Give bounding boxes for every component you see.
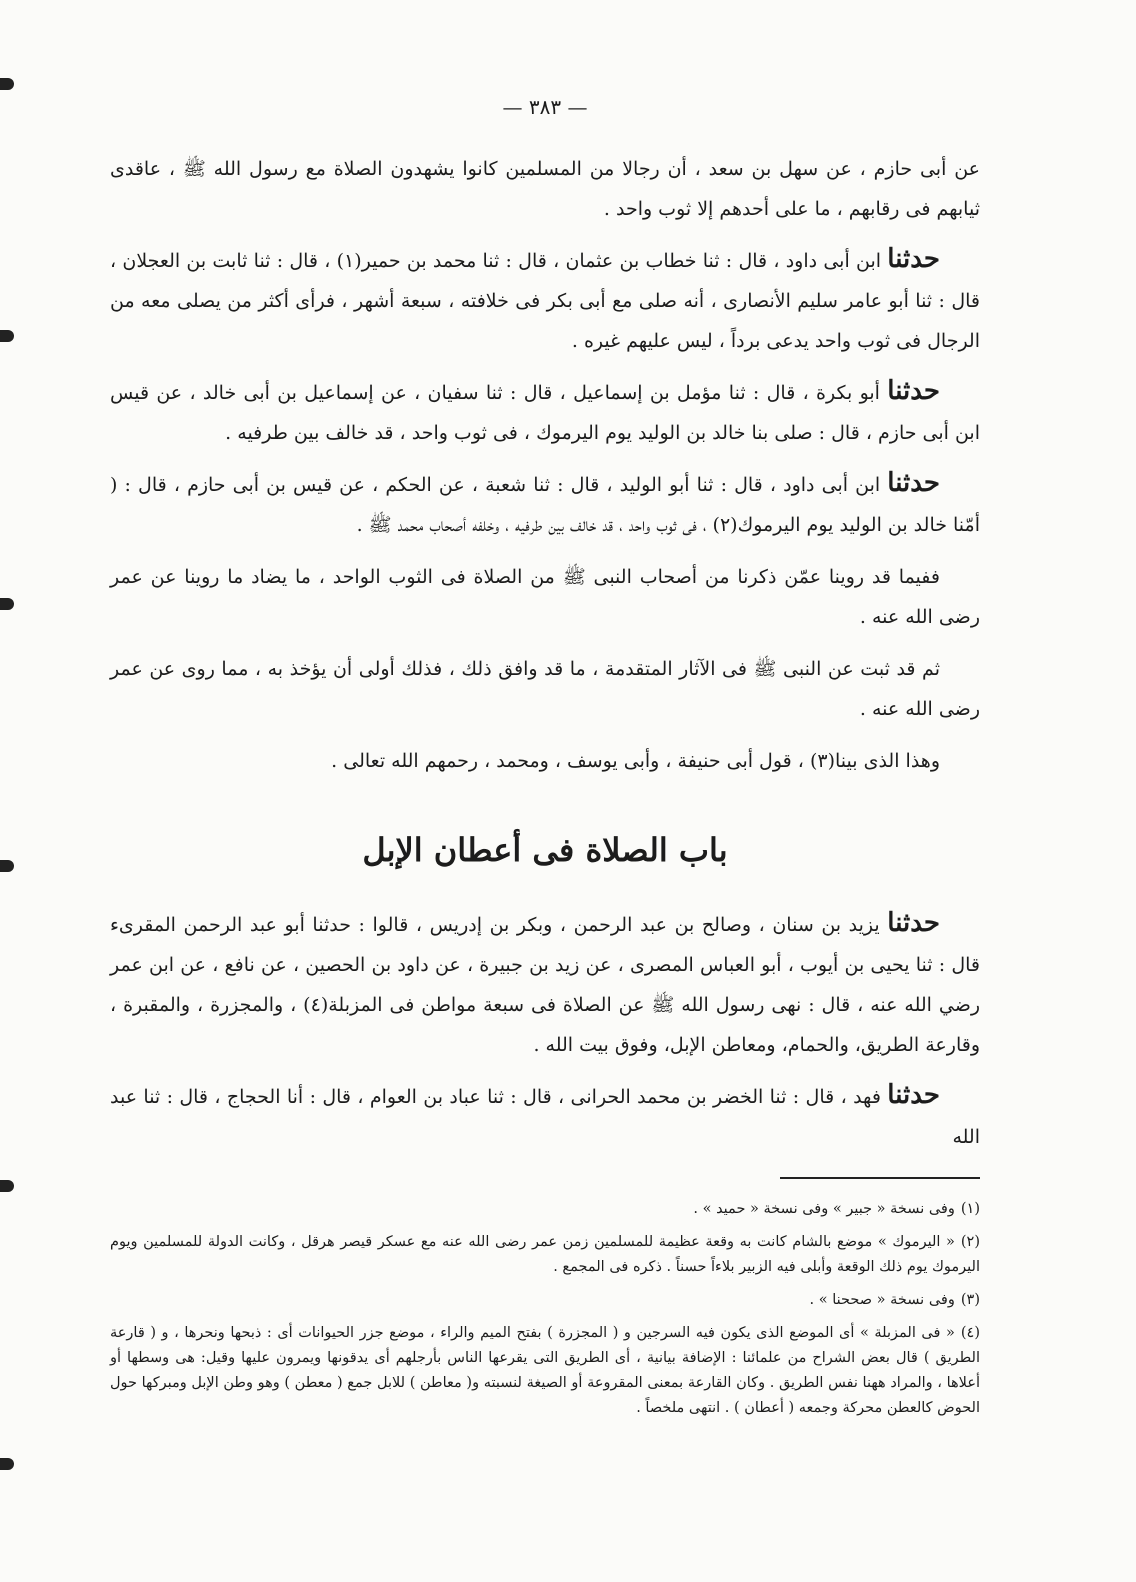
hadith-keyword: حدثنا <box>887 244 940 274</box>
paragraph-text: أبو بكرة ، قال : ثنا مؤمل بن إسماعيل ، قال : ثنا سفيان ، عن إسماعيل بن أبى خالد ، عن قيس ابن أبى حازم ، قال : صلى بنا خالد بن الوليد يوم اليرموك ، فى ثوب واحد ، قد خالف بين طرفيه . <box>110 382 980 444</box>
paragraph-text: ثم قد ثبت عن النبى ﷺ فى الآثار المتقدمة ، ما قد وافق ذلك ، فذلك أولى أن يؤخذ به ، مما روى عن عمر رضى الله عنه . <box>110 658 980 720</box>
footnote-text: « اليرموك » موضع بالشام كانت به وقعة عظيمة للمسلمين زمن عمر رضى الله عنه مع عسكر قيصر هرقل ، وكانت الدولة للمسلمين ويوم اليرموك يوم ذلك الوقعة وأبلى فيه الزبير بلاءاً حسناً . ذكره فى المجمع . <box>110 1234 980 1275</box>
binding-mark <box>0 1180 14 1192</box>
footnote-number: (٢) <box>960 1234 980 1250</box>
paragraph-text: ففيما قد روينا عمّن ذكرنا من أصحاب النبى ﷺ من الصلاة فى الثوب الواحد ، ما يضاد ما روينا عن عمر رضى الله عنه . <box>110 566 980 628</box>
paragraph <box>110 1075 980 1157</box>
paragraph-text: ابن أبى داود ، قال : ثنا أبو الوليد ، قال : ثنا شعبة ، عن الحكم ، عن قيس بن أبى حازم ، قال : ( أمّنا خالد بن الوليد يوم اليرموك(٢) ، فى ثوب واحد ، قد خالف بين طرفيه ، وخلفه أصحاب محمد ﷺ . <box>110 474 980 536</box>
paragraph <box>110 555 980 637</box>
paragraph <box>110 647 980 729</box>
footnote-number: (١) <box>960 1201 980 1217</box>
binding-mark <box>0 78 14 90</box>
footnote <box>110 1321 980 1421</box>
footnote-number: (٤) <box>960 1325 980 1341</box>
paragraph <box>110 739 980 781</box>
footnote-divider <box>780 1177 980 1179</box>
paragraph-text: عن أبى حازم ، عن سهل بن سعد ، أن رجالا من المسلمين كانوا يشهدون الصلاة مع رسول الله ﷺ ، عاقدى ثيابهم فى رقابهم ، ما على أحدهم إلا ثوب واحد . <box>110 158 980 220</box>
footnotes <box>110 1197 980 1421</box>
section-text <box>110 903 980 1157</box>
paragraph-text: فهد ، قال : ثنا الخضر بن محمد الحرانى ، قال : ثنا عباد بن العوام ، قال : أنا الحجاج ، قال : ثنا عبد الله <box>110 1086 980 1148</box>
paragraph-text: وهذا الذى بينا(٣) ، قول أبى حنيفة ، وأبى يوسف ، ومحمد ، رحمهم الله تعالى . <box>331 750 940 772</box>
paragraph <box>110 371 980 453</box>
hadith-keyword: حدثنا <box>887 1080 940 1110</box>
footnote <box>110 1230 980 1280</box>
hadith-keyword: حدثنا <box>887 376 940 406</box>
hadith-keyword: حدثنا <box>887 468 940 498</box>
body-text <box>110 147 980 781</box>
footnote-number: (٣) <box>960 1292 980 1308</box>
paragraph <box>110 147 980 229</box>
footnote-text: وفى نسخة « صححنا » . <box>809 1292 955 1308</box>
footnote <box>110 1197 980 1222</box>
binding-mark <box>0 860 14 872</box>
paragraph <box>110 239 980 361</box>
binding-mark <box>0 330 14 342</box>
footnote <box>110 1288 980 1313</box>
binding-mark <box>0 1458 14 1470</box>
paragraph-text: ابن أبى داود ، قال : ثنا خطاب بن عثمان ، قال : ثنا محمد بن حمير(١) ، قال : ثنا ثابت بن العجلان ، قال : ثنا أبو عامر سليم الأنصارى ، أنه صلى مع أبى بكر فى خلافته ، سبعة أشهر ، فرأى أكثر من يصلى معه من الرجال فى ثوب واحد يدعى برداً ، ليس عليهم غيره . <box>110 250 980 352</box>
document-page <box>110 95 980 1555</box>
binding-mark <box>0 598 14 610</box>
paragraph <box>110 463 980 545</box>
page-number: — ٣٨٣ — <box>502 95 588 119</box>
footnote-text: « فى المزبلة » أى الموضع الذى يكون فيه السرجين و ( المجزرة ) بفتح الميم والراء ، موضع جزر الحيوانات أى : ذبحها ونحرها ، و ( قارعة الطريق ) قال بعض الشراح من علمائنا : الإضافة بيانية ، أى الطريق التى يقرعها الناس بأرجلهم أى يدقونها ويمرون عليها وقيل: هى وسطها أو أعلاها ، والمراد ههنا نفس الطريق . وكان القارعة بمعنى المقروعة أو الصيغة لنسبته و( معاطن ) للابل جمع ( معطن ) وهو وطن الإبل ومبركها حول الحوض كالعطن محركة وجمعه ( أعطان ) . انتهى ملخصاً . <box>110 1325 980 1416</box>
footnote-text: وفى نسخة « جبير » وفى نسخة « حميد » . <box>693 1201 955 1217</box>
section-heading: باب الصلاة فى أعطان الإبل <box>362 831 728 869</box>
paragraph-text: يزيد بن سنان ، وصالح بن عبد الرحمن ، وبكر بن إدريس ، قالوا : حدثنا أبو عبد الرحمن المقرىء قال : ثنا يحيى بن أيوب ، أبو العباس المصرى ، عن زيد بن جبيرة ، عن داود بن الحصين ، عن نافع ، عن ابن عمر رضي الله عنه ، قال : نهى رسول الله ﷺ عن الصلاة فى سبعة مواطن فى المزبلة(٤) ، والمجزرة ، والمقبرة ، وقارعة الطريق، والحمام، ومعاطن الإبل، وفوق بيت الله . <box>110 914 981 1056</box>
hadith-keyword: حدثنا <box>887 908 940 938</box>
paragraph <box>110 903 980 1065</box>
